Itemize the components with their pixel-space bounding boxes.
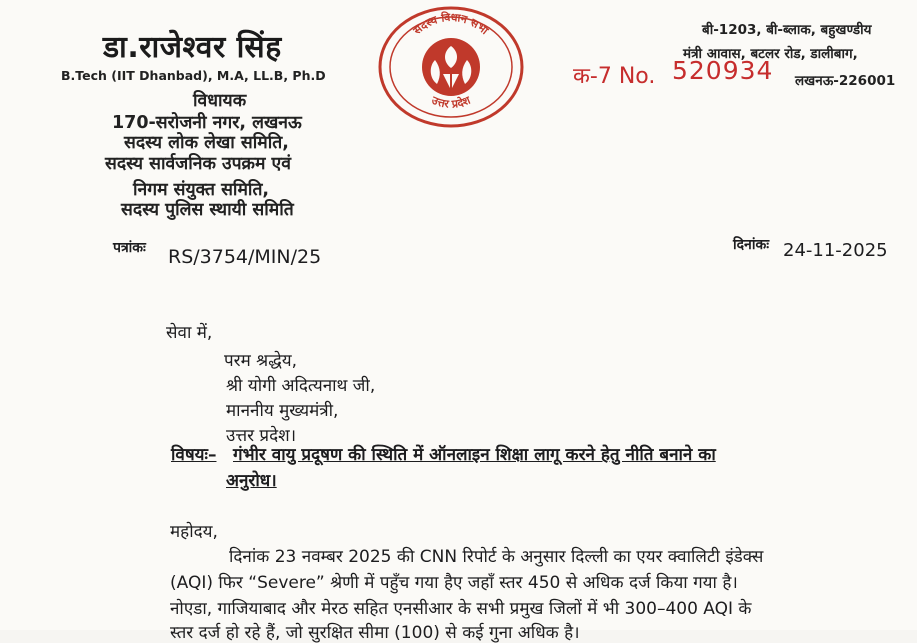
subject-line: गंभीर वायु प्रदूषण की स्थिति में ऑनलाइन शिक्षा लागू करने हेतु नीति बनाने का: [233, 445, 716, 465]
recipient-line: माननीय मुख्यमंत्री,: [226, 401, 339, 421]
address-line: लखनऊ-226001: [795, 73, 896, 89]
sender-role: सदस्य सार्वजनिक उपक्रम एवं: [105, 154, 291, 174]
recipient-line: उत्तर प्रदेश।: [226, 426, 297, 446]
date-label: दिनांकः: [733, 237, 770, 253]
recipient-salutation: सेवा में,: [166, 323, 213, 343]
patrank-label: पत्रांकः: [113, 240, 146, 256]
patrank-value: RS/3754/MIN/25: [168, 246, 322, 268]
address-line: बी-1203, बी-ब्लाक, बहुखण्डीय: [702, 22, 872, 38]
recipient-line: परम श्रद्धेय,: [224, 351, 298, 371]
body-line: स्तर दर्ज हो रहे हैं, जो सुरक्षित सीमा (100) से कई गुना अधिक है।: [170, 623, 580, 643]
sender-name: डा.राजेश्वर सिंह: [103, 30, 282, 65]
seal-top-text: सदस्य विधान सभा: [410, 10, 491, 38]
sender-role: सदस्य पुलिस स्थायी समिति: [121, 200, 294, 220]
subject-line: अनुरोध।: [226, 471, 277, 491]
body-line: दिनांक 23 नवम्बर 2025 की CNN रिपोर्ट के अनुसार दिल्ली का एयर क्वालिटी इंडेक्स: [229, 547, 764, 567]
date-value: 24-11-2025: [783, 240, 888, 261]
greeting: महोदय,: [170, 522, 218, 542]
sender-qualifications: B.Tech (IIT Dhanbad), M.A, LL.B, Ph.D: [61, 68, 326, 83]
sender-role: 170-सरोजनी नगर, लखनऊ: [112, 113, 302, 133]
sender-role: निगम संयुक्त समिति,: [133, 180, 270, 200]
fish-emblem-icon: [422, 38, 480, 96]
address-line: मंत्री आवास, बटलर रोड, डालीबाग,: [683, 46, 858, 62]
sender-role: सदस्य लोक लेखा समिति,: [124, 133, 289, 153]
body-line: नोएडा, गाजियाबाद और मेरठ सहित एनसीआर के सभी प्रमुख जिलों में भी 300–400 AQI के: [170, 599, 752, 619]
body-line: (AQI) फिर “Severe” श्रेणी में पहुँच गया हैए जहाँ स्तर 450 से अधिक दर्ज किया गया है।: [170, 573, 738, 593]
seal-bottom-text: उत्तर प्रदेश: [429, 93, 473, 111]
subject-label: विषयः–: [171, 445, 217, 465]
reference-number: 520934: [672, 56, 774, 85]
recipient-line: श्री योगी अदित्यनाथ जी,: [226, 376, 376, 396]
assembly-seal-icon: [377, 4, 525, 130]
sender-role: विधायक: [193, 91, 247, 111]
reference-label: क-7 No.: [573, 64, 656, 89]
